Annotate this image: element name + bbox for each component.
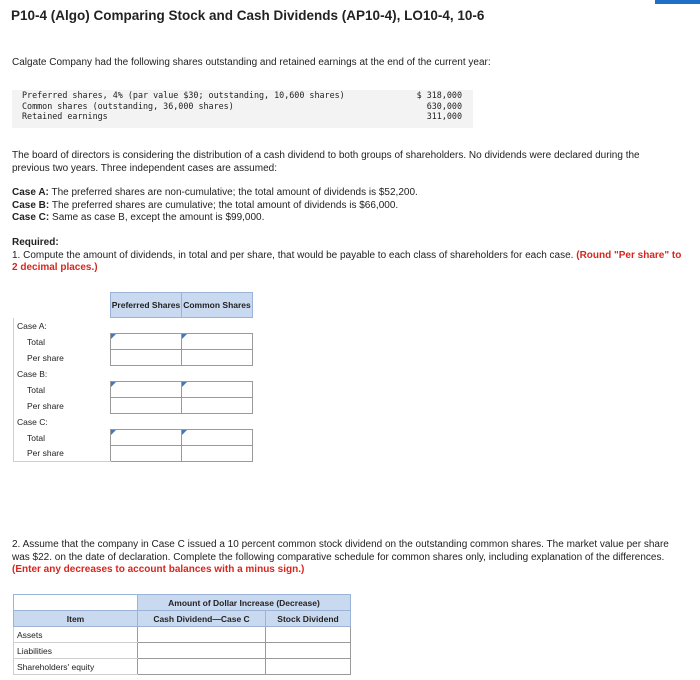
case-b-common-per-share-input[interactable] <box>182 398 253 414</box>
requirement-2-note: (Enter any decreases to account balances with a minus sign.) <box>12 564 305 575</box>
case-c-preferred-total-input[interactable] <box>111 430 182 446</box>
board-text: The board of directors is considering the distribution of a cash dividend to both groups of shareholders. No dividends were declared during the previous two years. Three independent cases are assumed: <box>12 150 640 174</box>
required-section <box>12 237 688 275</box>
case-label: Case B: <box>12 199 50 211</box>
case-text: The preferred shares are non-cumulative; the total amount of dividends is $52,200. <box>48 187 418 198</box>
requirement-1-text: 1. Compute the amount of dividends, in total and per share, that would be payable to each class of shareholders for each case. <box>12 249 574 261</box>
requirement-2 <box>12 539 684 577</box>
balance-row <box>12 111 473 122</box>
per-share-label: Per share <box>14 446 111 462</box>
cell-marker-icon <box>111 430 116 435</box>
liabilities-cash-input[interactable] <box>138 643 266 659</box>
col-header-stock-dividend: Stock Dividend <box>266 611 351 627</box>
cases-list <box>12 187 418 225</box>
case-label: Case A: <box>12 187 49 198</box>
case-a-common-per-share-input[interactable] <box>182 350 253 366</box>
balance-row <box>12 101 473 112</box>
cell-marker-icon <box>182 382 187 387</box>
case-a-preferred-total-input[interactable] <box>111 334 182 350</box>
required-heading: Required: <box>12 237 59 248</box>
balance-amount: 311,000 <box>426 111 462 121</box>
row-label-assets: Assets <box>14 627 138 643</box>
case-b-preferred-per-share-input[interactable] <box>111 398 182 414</box>
case-b-preferred-total-input[interactable] <box>111 382 182 398</box>
requirement-2-text: 2. Assume that the company in Case C issued a 10 percent common stock dividend on the outstanding common shares. The market value per share was $22. on the date of declaration. Complete the following comparative schedule for common shares only, including explanation of the differences. <box>12 539 669 563</box>
row-label-shareholders-equity: Shareholders' equity <box>14 659 138 675</box>
requirement-1 <box>12 250 688 275</box>
case-text: The preferred shares are cumulative; the total amount of dividends is $66,000. <box>49 199 399 211</box>
balance-label: Common shares (outstanding, 36,000 shares) <box>22 100 234 111</box>
total-label: Total <box>14 430 111 446</box>
case-a-preferred-per-share-input[interactable] <box>111 350 182 366</box>
item-header-spacer <box>14 595 138 611</box>
balance-label: Retained earnings <box>22 111 108 121</box>
equity-cash-input[interactable] <box>138 659 266 675</box>
balance-label: Preferred shares, 4% (par value $30; outstanding, 10,600 shares) <box>22 90 345 100</box>
case-a-common-total-input[interactable] <box>182 334 253 350</box>
col-header-common: Common Shares <box>182 293 253 318</box>
case-c-label: Case C: <box>14 414 111 430</box>
corner-cell <box>14 293 111 318</box>
cell-marker-icon <box>111 382 116 387</box>
case-text: Same as case B, except the amount is $99,000. <box>49 212 265 223</box>
balance-amount: 630,000 <box>426 100 462 111</box>
dividends-table <box>13 292 253 462</box>
balance-row <box>12 90 473 101</box>
top-accent-bar <box>655 0 700 4</box>
per-share-label: Per share <box>14 350 111 366</box>
requirement-1-note: (Round "Per share" to 2 decimal places.) <box>12 249 682 273</box>
page-title: P10-4 (Algo) Comparing Stock and Cash Dividends (AP10-4), LO10-4, 10-6 <box>11 8 485 23</box>
case-label: Case C: <box>12 212 50 223</box>
balances-box <box>12 90 473 128</box>
case-c-common-total-input[interactable] <box>182 430 253 446</box>
total-label: Total <box>14 382 111 398</box>
intro-text: Calgate Company had the following shares outstanding and retained earnings at the end of the current year: <box>12 57 491 68</box>
case-c-common-per-share-input[interactable] <box>182 446 253 462</box>
col-header-preferred: Preferred Shares <box>111 293 182 318</box>
group-header: Amount of Dollar Increase (Decrease) <box>138 595 351 611</box>
col-header-cash-dividend: Cash Dividend—Case C <box>138 611 266 627</box>
balance-amount: $ 318,000 <box>416 90 462 100</box>
case-b-common-total-input[interactable] <box>182 382 253 398</box>
per-share-label: Per share <box>14 398 111 414</box>
equity-stock-input[interactable] <box>266 659 351 675</box>
cell-marker-icon <box>182 334 187 339</box>
assets-cash-input[interactable] <box>138 627 266 643</box>
col-header-item: Item <box>14 611 138 627</box>
comparative-schedule-table <box>13 594 351 675</box>
case-c-line <box>12 212 418 225</box>
row-label-liabilities: Liabilities <box>14 643 138 659</box>
cell-marker-icon <box>111 334 116 339</box>
case-b-line <box>12 200 418 213</box>
case-a-label: Case A: <box>14 318 111 334</box>
case-b-label: Case B: <box>14 366 111 382</box>
assets-stock-input[interactable] <box>266 627 351 643</box>
case-a-line <box>12 187 418 200</box>
liabilities-stock-input[interactable] <box>266 643 351 659</box>
total-label: Total <box>14 334 111 350</box>
case-c-preferred-per-share-input[interactable] <box>111 446 182 462</box>
cell-marker-icon <box>182 430 187 435</box>
